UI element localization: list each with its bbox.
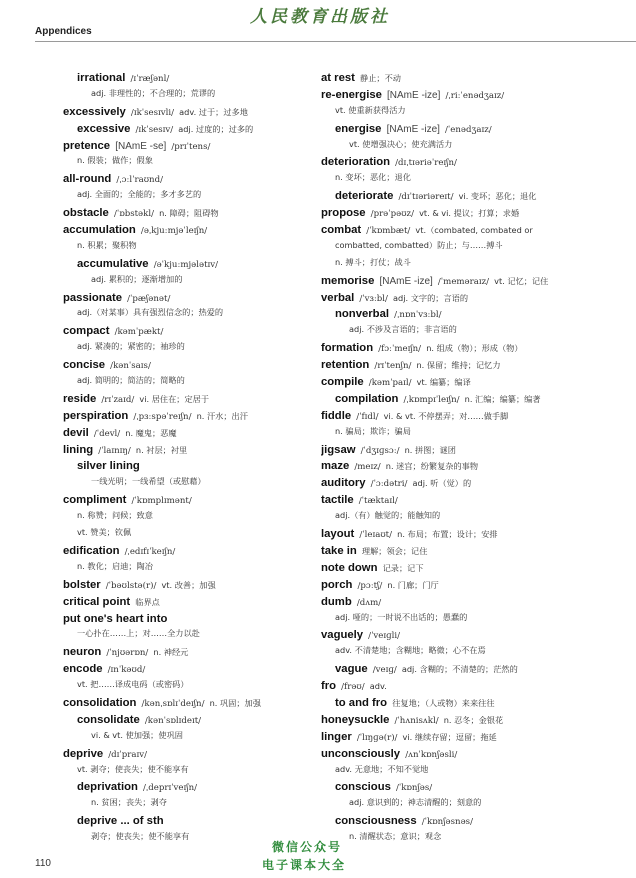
glossary-entry xyxy=(321,186,621,203)
definition: vi. & vt. 使加强；使巩固 xyxy=(91,729,183,740)
definition: n. 积累；聚积物 xyxy=(77,239,137,250)
pronunciation: /ˈleɪaʊt/ xyxy=(359,530,393,541)
glossary-definition-line xyxy=(63,85,313,102)
definition: vi. & vt. 不停摆弄；对……做手脚 xyxy=(383,410,509,421)
pronunciation: /ˈfɪdl/ xyxy=(356,411,379,422)
headword: compile xyxy=(321,376,364,389)
glossary-entry xyxy=(63,203,313,220)
headword: fro xyxy=(321,680,337,693)
pronunciation: /ʌnˈkɒnʃəsli/ xyxy=(405,749,458,760)
headword: encode xyxy=(63,663,103,676)
glossary-entry xyxy=(321,473,621,490)
glossary-entry xyxy=(321,220,621,237)
glossary-definition-line xyxy=(63,727,313,744)
pronunciation: /rɪˈzaɪd/ xyxy=(101,394,135,405)
glossary-entry xyxy=(63,406,313,423)
headword: consolidate xyxy=(77,713,140,726)
glossary-entry xyxy=(321,68,621,85)
glossary-definition-line xyxy=(321,794,621,811)
publisher-logo: 人民教育出版社 xyxy=(250,7,390,27)
headword: put one's heart into xyxy=(63,612,168,625)
definition: adv. 无意地；不知不觉地 xyxy=(335,763,429,774)
headword: deteriorate xyxy=(335,190,394,203)
headword: deprive ... of sth xyxy=(77,815,164,828)
headword: concise xyxy=(63,359,106,372)
definition: adj. 含糊的；不清楚的；茫然的 xyxy=(401,664,518,675)
pronunciation: /ˈdʒɪɡsɔː/ xyxy=(360,445,400,456)
definition: vt. 使重新获得活力 xyxy=(335,104,406,115)
glossary-entry xyxy=(63,169,313,186)
definition: n. 布局；布置；设计；安排 xyxy=(397,529,498,540)
headword: memorise xyxy=(321,274,375,287)
glossary-entry xyxy=(63,592,313,609)
glossary-definition-line xyxy=(63,625,313,642)
definition: adj. 紧凑的；紧密的；袖珍的 xyxy=(77,341,185,352)
glossary-definition-line xyxy=(63,237,313,254)
pronunciation: /prəˈpəʊz/ xyxy=(370,209,414,220)
definition: adv. xyxy=(369,681,387,692)
glossary-entry xyxy=(321,203,621,220)
pronunciation: /frəʊ/ xyxy=(341,682,365,693)
definition: vt. & vi. 提议；打算；求婚 xyxy=(419,208,520,219)
definition: adj. 听（觉）的 xyxy=(412,478,472,489)
headword: nonverbal xyxy=(335,308,389,321)
glossary-entry xyxy=(321,777,621,794)
definition: n. 衬层；衬里 xyxy=(135,444,188,455)
glossary-entry xyxy=(321,541,621,558)
glossary-entry xyxy=(321,676,621,693)
pronunciation: /dɪˈtɪəriəreɪt/ xyxy=(398,192,454,203)
pronunciation: /ˈmeməraɪz/ xyxy=(437,276,490,287)
spelling-variant: [NAmE -ize] xyxy=(387,89,441,101)
glossary-entry xyxy=(321,490,621,507)
glossary-definition-line xyxy=(63,558,313,575)
definition: 一线光明；一线希望（或慰藉） xyxy=(91,476,206,487)
definition: n. 忍冬；金银花 xyxy=(443,714,504,725)
definition: n. 组成（物）；形成（物） xyxy=(426,343,523,354)
headword: verbal xyxy=(321,291,355,304)
headword: porch xyxy=(321,578,353,591)
pronunciation: /ˈnjʊərɒn/ xyxy=(106,648,149,659)
definition: adj.（有）触觉的；能触知的 xyxy=(335,510,441,521)
pronunciation: /ˈhʌnisʌkl/ xyxy=(394,715,439,726)
glossary-definition-line xyxy=(321,828,621,845)
pronunciation: /ɪˈræʃənl/ xyxy=(130,74,170,84)
section-running-head: Appendices xyxy=(35,26,92,37)
pronunciation: /ˈkɒmplɪmənt/ xyxy=(131,496,192,507)
definition: vi. 继续存留；逗留；拖延 xyxy=(402,731,497,742)
headword: neuron xyxy=(63,646,102,659)
definition: adj. 非理性的；不合理的；荒谬的 xyxy=(91,87,216,98)
glossary-definition-line xyxy=(321,169,621,186)
pronunciation: /ˈlaɪnɪŋ/ xyxy=(98,445,131,456)
glossary-entry xyxy=(321,659,621,676)
headword: deprivation xyxy=(77,781,138,794)
headword: formation xyxy=(321,342,374,355)
glossary-entry xyxy=(63,102,313,119)
pronunciation: /ˌedɪfɪˈkeɪʃn/ xyxy=(124,546,176,557)
glossary-definition-line xyxy=(321,237,621,254)
pronunciation: /ˈɒbstəkl/ xyxy=(113,209,154,220)
headword: devil xyxy=(63,426,89,439)
headword: retention xyxy=(321,359,370,372)
glossary-entry xyxy=(321,440,621,457)
definition: n. 贫困；丧失；剥夺 xyxy=(91,797,167,808)
definition: n. 假装；做作；假象 xyxy=(77,155,153,166)
glossary-definition-line xyxy=(63,186,313,203)
glossary-definition-line xyxy=(321,423,621,440)
glossary-entry xyxy=(321,304,621,321)
glossary-entry xyxy=(321,558,621,575)
definition: n. 拼图；谜团 xyxy=(404,444,456,455)
glossary-definition-line xyxy=(321,642,621,659)
headword: compliment xyxy=(63,494,127,507)
pronunciation: /dɪˈpraɪv/ xyxy=(108,749,148,760)
headword: honeysuckle xyxy=(321,713,390,726)
glossary-definition-line xyxy=(63,338,313,355)
headword: consciousness xyxy=(335,815,417,828)
glossary-entry xyxy=(63,440,313,457)
definition: n. 神经元 xyxy=(153,647,189,658)
glossary-entry xyxy=(63,355,313,372)
glossary-entry xyxy=(63,693,313,710)
definition: n. 搏斗；打仗；战斗 xyxy=(335,256,411,267)
pronunciation: /ˈvɜːbl/ xyxy=(359,293,388,304)
headword: take in xyxy=(321,544,357,557)
headword: passionate xyxy=(63,291,123,304)
definition: 静止；不动 xyxy=(360,73,401,83)
headword: accumulative xyxy=(77,257,149,270)
glossary-definition-line xyxy=(321,761,621,778)
glossary-definition-line xyxy=(63,794,313,811)
glossary-entry xyxy=(63,423,313,440)
glossary-definition-line xyxy=(63,372,313,389)
definition: adv. 过于；过多地 xyxy=(179,106,248,117)
glossary-entry xyxy=(321,85,621,102)
headword: excessively xyxy=(63,105,126,118)
pronunciation: /kəmˈpaɪl/ xyxy=(368,378,412,389)
glossary-entry xyxy=(321,372,621,389)
pronunciation: /ˈveɪɡli/ xyxy=(368,631,401,642)
headword: all-round xyxy=(63,173,112,186)
headword: compact xyxy=(63,325,110,338)
definition: 往复地；（人或物）来来往往 xyxy=(392,697,495,708)
definition: adj. 过度的；过多的 xyxy=(178,123,254,134)
definition: vt.（combated, combated or xyxy=(415,225,533,236)
headword: linger xyxy=(321,730,352,743)
headword: to and fro xyxy=(335,696,388,709)
glossary-entry xyxy=(321,625,621,642)
pronunciation: /kənˌsɒlɪˈdeɪʃn/ xyxy=(141,698,205,709)
headword: maze xyxy=(321,460,350,473)
glossary-entry xyxy=(321,271,621,288)
definition: adj. 累积的；逐渐增加的 xyxy=(91,273,183,284)
headword: compilation xyxy=(335,392,399,405)
glossary-entry xyxy=(63,288,313,305)
definition: n. 教化；启迪；陶冶 xyxy=(77,560,153,571)
page-number: 110 xyxy=(35,858,51,869)
glossary-entry xyxy=(63,254,313,271)
pronunciation: /ˈtæktaɪl/ xyxy=(358,496,398,507)
glossary-entry xyxy=(63,389,313,406)
pronunciation: /əˌkjuːmjəˈleɪʃn/ xyxy=(140,226,208,237)
glossary-entry xyxy=(63,220,313,237)
watermark-line-1: 微信公众号 xyxy=(272,840,343,854)
definition: n. 保留；维持；记忆力 xyxy=(416,360,501,371)
pronunciation: /ˈlɪŋɡə(r)/ xyxy=(356,732,398,743)
headword: note down xyxy=(321,561,378,574)
headword: energise xyxy=(335,122,382,135)
glossary-entry xyxy=(63,456,313,473)
pronunciation: /prɪˈtens/ xyxy=(171,141,211,152)
pronunciation: /ɪkˈsesɪvli/ xyxy=(130,107,175,118)
headword: irrational xyxy=(77,72,126,84)
headword: consolidation xyxy=(63,696,137,709)
glossary-entry xyxy=(63,136,313,153)
glossary-column-left xyxy=(63,68,313,845)
definition: vt. 改善；加强 xyxy=(161,579,216,590)
definition: n. 骗局；欺诈；骗局 xyxy=(335,425,411,436)
glossary-entry xyxy=(321,119,621,136)
glossary-entry xyxy=(321,744,621,761)
pronunciation: /kənˈsɒlɪdeɪt/ xyxy=(144,715,202,726)
definition: adj. 简明的；简洁的；简略的 xyxy=(77,375,185,386)
definition: n. 门廊；门厅 xyxy=(387,579,439,590)
glossary-entry xyxy=(321,389,621,406)
headword: at rest xyxy=(321,72,355,84)
pronunciation: /dʌm/ xyxy=(356,597,382,608)
headword: lining xyxy=(63,443,94,456)
glossary-entry xyxy=(321,152,621,169)
pronunciation: /ˈkɒnʃəsnəs/ xyxy=(421,817,473,828)
definition: vt. 把……译成电码（或密码） xyxy=(77,679,189,690)
definition: n. 称赞；问候；致意 xyxy=(77,510,153,521)
headword: auditory xyxy=(321,477,366,490)
headword: deterioration xyxy=(321,156,391,169)
definition: 临界点 xyxy=(135,596,160,607)
glossary-definition-line xyxy=(63,473,313,490)
glossary-entry xyxy=(63,541,313,558)
watermark-line-2: 电子课本大全 xyxy=(262,858,347,872)
pronunciation: /ˌnɒnˈvɜːbl/ xyxy=(394,310,442,321)
headword: bolster xyxy=(63,578,101,591)
pronunciation: /ˈɔːdətri/ xyxy=(370,479,408,490)
headword: unconsciously xyxy=(321,747,401,760)
glossary-definition-line xyxy=(63,507,313,524)
definition: n. 障碍；阻碍物 xyxy=(159,208,219,219)
definition: vt. 记忆；记住 xyxy=(494,275,549,286)
definition: vt. 赞美；钦佩 xyxy=(77,527,132,538)
glossary-entry xyxy=(321,575,621,592)
headword: reside xyxy=(63,392,97,405)
headword: edification xyxy=(63,544,120,557)
glossary-entry xyxy=(63,119,313,136)
definition: combatted, combatted）防止；与……搏斗 xyxy=(335,239,503,250)
pronunciation: /ˌɔːlˈraʊnd/ xyxy=(116,175,163,186)
definition: 理解；领会；记住 xyxy=(361,545,428,556)
pronunciation: /ɪkˈsesɪv/ xyxy=(135,124,174,135)
glossary-entry xyxy=(321,406,621,423)
definition: n. 迷宫；纷繁复杂的事物 xyxy=(385,461,479,472)
definition: adj. 不涉及言语的；非言语的 xyxy=(349,324,457,335)
pronunciation: /fɔːˈmeɪʃn/ xyxy=(378,344,422,355)
glossary-entry xyxy=(63,575,313,592)
headword: dumb xyxy=(321,595,352,608)
headword: obstacle xyxy=(63,207,109,220)
glossary-definition-line xyxy=(321,507,621,524)
definition: vt. 编纂；编译 xyxy=(416,377,471,388)
pronunciation: /ˈpæʃənət/ xyxy=(127,293,171,304)
glossary-entry xyxy=(63,811,313,828)
pronunciation: /ˈbəʊlstə(r)/ xyxy=(105,580,157,591)
pronunciation: /ˌdeprɪˈveɪʃn/ xyxy=(142,783,198,794)
definition: vi. 居住在；定居于 xyxy=(139,393,210,404)
definition: 一心扑在……上；对……全力以赴 xyxy=(77,628,200,639)
headword: propose xyxy=(321,207,366,220)
headword: fiddle xyxy=(321,409,352,422)
headword: jigsaw xyxy=(321,443,356,456)
glossary-entry xyxy=(63,609,313,626)
glossary-definition-line xyxy=(321,254,621,271)
glossary-definition-line xyxy=(321,136,621,153)
glossary-entry xyxy=(63,68,313,85)
spelling-variant: [NAmE -se] xyxy=(115,140,167,152)
pronunciation: /ɪnˈkəʊd/ xyxy=(107,665,146,676)
pronunciation: /kəmˈpækt/ xyxy=(114,327,164,338)
headword: perspiration xyxy=(63,409,129,422)
glossary-entry xyxy=(63,642,313,659)
glossary-entry xyxy=(63,777,313,794)
glossary-entry xyxy=(321,811,621,828)
definition: n. 清醒状态；意识；观念 xyxy=(349,831,442,842)
headword: layout xyxy=(321,528,355,541)
definition: adj.（对某事）具有强烈信念的；热爱的 xyxy=(77,307,224,318)
glossary-entry xyxy=(321,355,621,372)
definition: adj. 全面的；全能的；多才多艺的 xyxy=(77,189,202,200)
headword: conscious xyxy=(335,781,391,794)
glossary-definition-line xyxy=(321,102,621,119)
pronunciation: /əˈkjuːmjələtɪv/ xyxy=(153,259,219,270)
glossary-entry xyxy=(63,490,313,507)
pronunciation: /ˌpɜːspəˈreɪʃn/ xyxy=(133,411,192,422)
pronunciation: /ˈenədʒaɪz/ xyxy=(445,124,492,135)
headword: deprive xyxy=(63,747,104,760)
definition: adj. 意识到的；神志清醒的；刻意的 xyxy=(349,797,482,808)
glossary-definition-line xyxy=(63,524,313,541)
definition: 记录；记下 xyxy=(382,562,424,573)
pronunciation: /veɪɡ/ xyxy=(372,665,397,676)
glossary-entry xyxy=(321,592,621,609)
headword: vague xyxy=(335,663,368,676)
headword: re-energise xyxy=(321,88,382,101)
headword: accumulation xyxy=(63,224,136,237)
glossary-definition-line xyxy=(63,271,313,288)
glossary-entry xyxy=(321,288,621,305)
spelling-variant: [NAmE -ize] xyxy=(386,123,440,135)
definition: 剥夺；使丧失；使不能享有 xyxy=(91,831,190,842)
glossary-definition-line xyxy=(63,676,313,693)
headword: tactile xyxy=(321,494,354,507)
pronunciation: /kənˈsaɪs/ xyxy=(110,361,151,372)
pronunciation: /ˌkɒmpɪˈleɪʃn/ xyxy=(403,394,460,405)
definition: n. 汗水；出汗 xyxy=(196,410,248,421)
glossary-definition-line xyxy=(63,304,313,321)
definition: vi. 变坏；恶化；退化 xyxy=(458,191,537,202)
headword: vaguely xyxy=(321,629,364,642)
pronunciation: /dɪˌtɪəriəˈreɪʃn/ xyxy=(395,158,457,169)
pronunciation: /rɪˈtenʃn/ xyxy=(374,361,412,372)
headword: excessive xyxy=(77,122,131,135)
glossary-entry xyxy=(63,659,313,676)
glossary-entry xyxy=(63,744,313,761)
spelling-variant: [NAmE -ize] xyxy=(379,275,433,287)
headword: combat xyxy=(321,224,362,237)
glossary-entry xyxy=(63,321,313,338)
headword: pretence xyxy=(63,139,111,152)
pronunciation: /ˌriːˈenədʒaɪz/ xyxy=(445,90,505,101)
pronunciation: /meɪz/ xyxy=(354,462,381,473)
glossary-column-right xyxy=(321,68,621,845)
glossary-entry xyxy=(321,710,621,727)
glossary-definition-line xyxy=(63,152,313,169)
headword: silver lining xyxy=(77,460,140,473)
glossary-entry xyxy=(321,727,621,744)
definition: n. 魔鬼；恶魔 xyxy=(125,427,177,438)
pronunciation: /ˈkɒmbæt/ xyxy=(366,226,411,237)
definition: n. 巩固；加强 xyxy=(209,697,261,708)
pronunciation: /pɔːtʃ/ xyxy=(357,580,383,591)
definition: vt. 使增强决心；使充满活力 xyxy=(349,138,453,149)
definition: n. 变坏；恶化；退化 xyxy=(335,172,411,183)
header-rule xyxy=(35,41,636,42)
definition: n. 汇编；编纂；编著 xyxy=(464,393,541,404)
definition: vt. 剥夺；使丧失；使不能享有 xyxy=(77,763,189,774)
pronunciation: /ˈdevl/ xyxy=(93,428,121,439)
glossary-entry xyxy=(321,338,621,355)
glossary-definition-line xyxy=(321,321,621,338)
definition: adj. 哑的；一时说不出话的；愚蠢的 xyxy=(335,611,468,622)
glossary-entry xyxy=(63,710,313,727)
glossary-entry xyxy=(321,456,621,473)
glossary-entry xyxy=(321,693,621,710)
pronunciation: /ˈkɒnʃəs/ xyxy=(395,783,433,794)
headword: critical point xyxy=(63,595,131,608)
definition: adj. 文字的；言语的 xyxy=(393,292,469,303)
glossary-definition-line xyxy=(321,609,621,626)
glossary-entry xyxy=(321,524,621,541)
definition: adv. 不清楚地；含糊地；略微；心不在焉 xyxy=(335,645,486,656)
glossary-definition-line xyxy=(63,761,313,778)
